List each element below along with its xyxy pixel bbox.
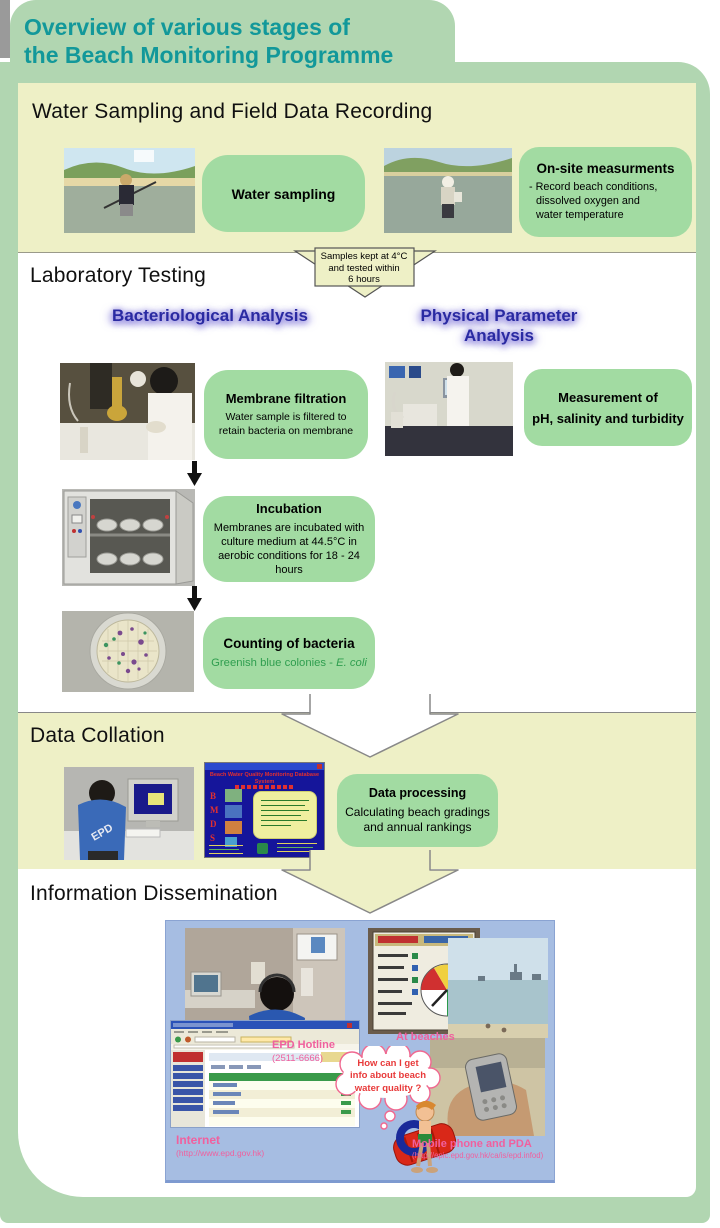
- bmds-text-panel: [253, 791, 317, 839]
- mobile-pda-label: Mobile phone and PDA: [412, 1138, 532, 1150]
- samples-transfer-note: [316, 251, 412, 286]
- bmds-letter-b: B: [210, 791, 217, 801]
- epd-hotline-number: (2511-6666): [272, 1053, 324, 1064]
- information-dissemination-title: Information Dissemination: [30, 882, 278, 905]
- onsite-line-3: water temperature: [536, 208, 624, 221]
- processing-line2: and annual rankings: [363, 820, 472, 834]
- data-collation-title: Data Collation: [30, 724, 165, 747]
- at-beaches-label: At beaches: [396, 1031, 455, 1043]
- incubation-body: Membranes are incubated with culture medium at 44.5°C in aerobic conditions for 18 - 24 hours: [213, 521, 365, 577]
- bubble-line1: How can I get: [357, 1058, 419, 1069]
- onsite-line-1: - Record beach conditions,: [529, 181, 658, 194]
- internet-label: Internet: [176, 1133, 221, 1147]
- membrane-filtration-body: Water sample is filtered to retain bacteria on membrane: [218, 411, 354, 437]
- data-processing-box: [337, 774, 498, 847]
- bmds-chinese-title: [235, 785, 295, 789]
- onsite-measurement-box: [519, 147, 692, 237]
- onsite-measurement-title: On-site measurments: [536, 161, 675, 177]
- page-title-line2: the Beach Monitoring Programme: [24, 42, 394, 68]
- photo-membrane-filtration: [60, 363, 195, 460]
- transfer-note-line3: 6 hours: [348, 274, 380, 286]
- bmds-thumb: [225, 805, 242, 818]
- down-arrow-icon: [185, 461, 204, 492]
- physical-parameter-heading: Physical Parameter Analysis: [420, 306, 578, 345]
- svg-text:EPD: EPD: [89, 821, 116, 844]
- data-processing-title: Data processing: [368, 785, 467, 800]
- flow-arrow-to-dissemination-icon: [280, 850, 460, 916]
- internet-url: (http://www.epd.gov.hk): [176, 1148, 265, 1158]
- counting-box: [203, 617, 375, 689]
- photo-ph-measurement: [385, 362, 513, 456]
- bmds-letter-s: S: [210, 833, 216, 843]
- incubation-box: [203, 496, 375, 582]
- counting-species: E. coli: [336, 656, 367, 669]
- photo-data-analyst: [64, 767, 194, 860]
- water-sampling-label: Water sampling: [231, 185, 336, 202]
- measurement-line1: Measurement of: [558, 389, 658, 405]
- bacteriological-analysis-heading: Bacteriological Analysis: [112, 306, 308, 325]
- bmds-letter-m: M: [210, 805, 219, 815]
- bmds-logo: [257, 843, 268, 854]
- membrane-filtration-box: [204, 370, 368, 459]
- bubble-line3: water quality ?: [354, 1082, 422, 1094]
- bmds-close-icon: [317, 764, 322, 769]
- flow-arrow-to-collation-icon: [280, 694, 460, 760]
- bmds-thumb: [225, 789, 242, 802]
- data-processing-body: [345, 805, 490, 836]
- onsite-line-2: dissolved oxygen and: [536, 195, 640, 208]
- water-sampling-title: Water Sampling and Field Data Recording: [32, 100, 433, 123]
- photo-water-sampling: [64, 148, 195, 233]
- photo-petri-dish: [62, 611, 194, 692]
- bmds-screenshot: [204, 762, 325, 858]
- photo-incubator: [62, 489, 195, 586]
- photo-beach-sea-view: [448, 938, 548, 1038]
- bubble-question: [342, 1058, 434, 1095]
- processing-line1: Calculating beach gradings: [345, 804, 490, 819]
- photo-onsite-measurement: [384, 148, 512, 233]
- counting-text: Greenish blue colonies -: [211, 656, 337, 669]
- counting-title: Counting of bacteria: [223, 635, 355, 651]
- header-accent-bar: [0, 0, 10, 58]
- page-title: [24, 13, 444, 69]
- incubation-title: Incubation: [256, 500, 322, 516]
- bmds-titlebar: [205, 763, 324, 770]
- mobile-pda-url: (http://epic.epd.gov.hk/ca/is/epd.infod): [412, 1151, 544, 1160]
- transfer-note-line2: and tested within: [328, 262, 400, 274]
- measurement-box: [524, 369, 692, 446]
- counting-body: [211, 656, 367, 670]
- bmds-letter-d: D: [210, 819, 217, 829]
- laboratory-testing-title: Laboratory Testing: [30, 264, 206, 287]
- measurement-line2: pH, salinity and turbidity: [532, 410, 684, 426]
- epd-hotline-label: EPD Hotline: [272, 1039, 335, 1051]
- page-title-line1: Overview of various stages of: [24, 14, 350, 40]
- bmds-thumb: [225, 821, 242, 834]
- bmds-screen-title: Beach Water Quality Monitoring Database System: [209, 772, 320, 785]
- water-sampling-label-box: [202, 155, 365, 232]
- bubble-line2: info about beach: [350, 1070, 426, 1082]
- onsite-measurement-body: [529, 181, 657, 222]
- membrane-filtration-title: Membrane filtration: [225, 391, 347, 407]
- transfer-note-line1: Samples kept at 4°C: [320, 251, 408, 262]
